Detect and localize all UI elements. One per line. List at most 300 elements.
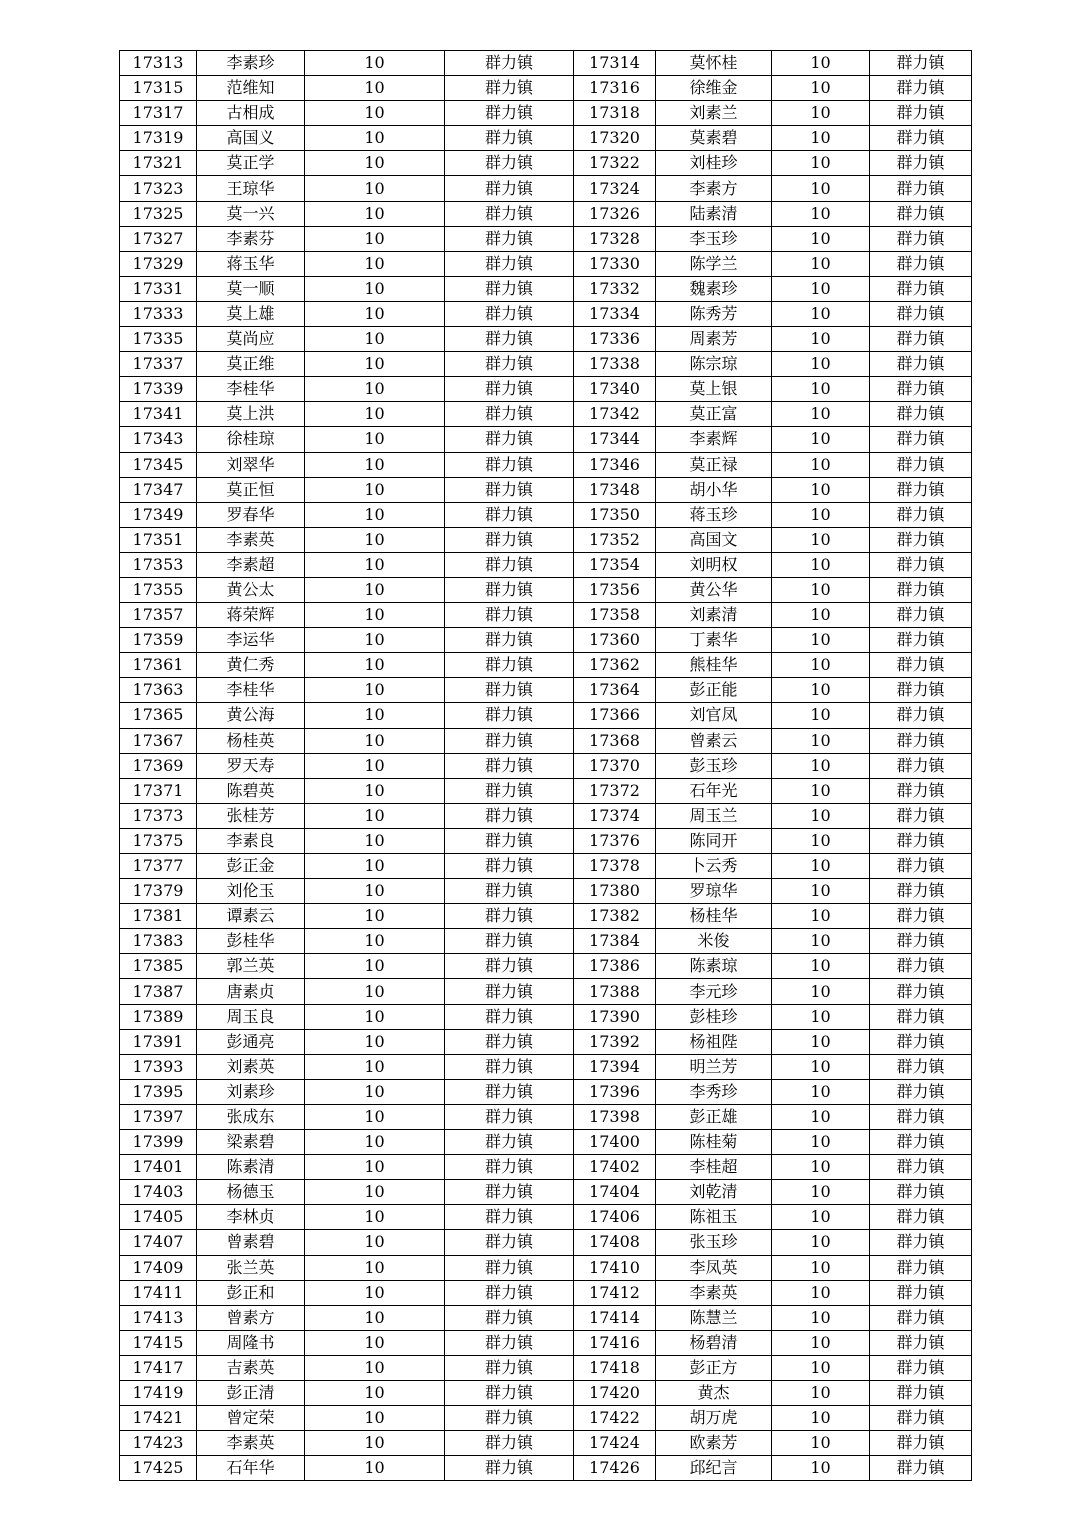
right-amount-cell: 10 — [772, 1431, 870, 1456]
right-amount-cell: 10 — [772, 1406, 870, 1431]
right-amount-cell: 10 — [772, 828, 870, 853]
right-town-cell: 群力镇 — [870, 101, 972, 126]
left-amount-cell: 10 — [305, 352, 445, 377]
left-town-cell: 群力镇 — [445, 1456, 574, 1481]
left-amount-cell: 10 — [305, 1406, 445, 1431]
left-record-id-cell: 17327 — [120, 226, 197, 251]
right-person-name-cell: 李元珍 — [656, 979, 772, 1004]
left-record-id-cell: 17347 — [120, 477, 197, 502]
left-person-name-cell: 唐素贞 — [197, 979, 305, 1004]
right-town-cell: 群力镇 — [870, 1406, 972, 1431]
left-town-cell: 群力镇 — [445, 552, 574, 577]
right-person-name-cell: 黄公华 — [656, 577, 772, 602]
left-person-name-cell: 彭桂华 — [197, 929, 305, 954]
right-town-cell: 群力镇 — [870, 1104, 972, 1129]
table-row — [120, 1155, 972, 1180]
left-record-id-cell: 17409 — [120, 1255, 197, 1280]
right-person-name-cell: 彭正雄 — [656, 1104, 772, 1129]
left-amount-cell: 10 — [305, 527, 445, 552]
left-town-cell: 群力镇 — [445, 327, 574, 352]
left-amount-cell: 10 — [305, 126, 445, 151]
table-row — [120, 377, 972, 402]
table-row — [120, 1456, 972, 1481]
table-row — [120, 151, 972, 176]
table-row — [120, 1230, 972, 1255]
left-person-name-cell: 曾素方 — [197, 1305, 305, 1330]
left-record-id-cell: 17361 — [120, 653, 197, 678]
left-person-name-cell: 张成东 — [197, 1104, 305, 1129]
left-record-id-cell: 17359 — [120, 628, 197, 653]
left-record-id-cell: 17313 — [120, 51, 197, 76]
left-person-name-cell: 莫正恒 — [197, 477, 305, 502]
left-amount-cell: 10 — [305, 402, 445, 427]
left-town-cell: 群力镇 — [445, 1280, 574, 1305]
left-town-cell: 群力镇 — [445, 803, 574, 828]
right-record-id-cell: 17422 — [574, 1406, 656, 1431]
left-record-id-cell: 17379 — [120, 879, 197, 904]
right-amount-cell: 10 — [772, 979, 870, 1004]
left-amount-cell: 10 — [305, 1380, 445, 1405]
table-row — [120, 778, 972, 803]
right-amount-cell: 10 — [772, 1355, 870, 1380]
right-person-name-cell: 陈学兰 — [656, 251, 772, 276]
left-record-id-cell: 17387 — [120, 979, 197, 1004]
left-amount-cell: 10 — [305, 904, 445, 929]
left-amount-cell: 10 — [305, 929, 445, 954]
right-town-cell: 群力镇 — [870, 803, 972, 828]
right-amount-cell: 10 — [772, 352, 870, 377]
left-town-cell: 群力镇 — [445, 176, 574, 201]
left-record-id-cell: 17377 — [120, 854, 197, 879]
right-amount-cell: 10 — [772, 301, 870, 326]
right-record-id-cell: 17352 — [574, 527, 656, 552]
right-amount-cell: 10 — [772, 879, 870, 904]
right-person-name-cell: 黄杰 — [656, 1380, 772, 1405]
right-town-cell: 群力镇 — [870, 1180, 972, 1205]
table-row — [120, 1305, 972, 1330]
right-town-cell: 群力镇 — [870, 327, 972, 352]
right-amount-cell: 10 — [772, 628, 870, 653]
right-record-id-cell: 17372 — [574, 778, 656, 803]
left-amount-cell: 10 — [305, 502, 445, 527]
table-row — [120, 929, 972, 954]
right-town-cell: 群力镇 — [870, 678, 972, 703]
right-amount-cell: 10 — [772, 1079, 870, 1104]
right-amount-cell: 10 — [772, 276, 870, 301]
right-record-id-cell: 17420 — [574, 1380, 656, 1405]
left-record-id-cell: 17363 — [120, 678, 197, 703]
left-amount-cell: 10 — [305, 1054, 445, 1079]
left-person-name-cell: 张兰英 — [197, 1255, 305, 1280]
right-person-name-cell: 刘明权 — [656, 552, 772, 577]
right-town-cell: 群力镇 — [870, 1431, 972, 1456]
right-record-id-cell: 17424 — [574, 1431, 656, 1456]
left-record-id-cell: 17399 — [120, 1130, 197, 1155]
left-amount-cell: 10 — [305, 1180, 445, 1205]
right-record-id-cell: 17410 — [574, 1255, 656, 1280]
table-row — [120, 1180, 972, 1205]
table-row — [120, 352, 972, 377]
right-person-name-cell: 高国文 — [656, 527, 772, 552]
left-person-name-cell: 李素良 — [197, 828, 305, 853]
right-person-name-cell: 刘素清 — [656, 603, 772, 628]
left-record-id-cell: 17351 — [120, 527, 197, 552]
left-town-cell: 群力镇 — [445, 301, 574, 326]
left-person-name-cell: 刘素英 — [197, 1054, 305, 1079]
left-person-name-cell: 周玉良 — [197, 1004, 305, 1029]
right-town-cell: 群力镇 — [870, 628, 972, 653]
left-record-id-cell: 17419 — [120, 1380, 197, 1405]
right-amount-cell: 10 — [772, 1029, 870, 1054]
right-person-name-cell: 蒋玉珍 — [656, 502, 772, 527]
left-town-cell: 群力镇 — [445, 753, 574, 778]
right-amount-cell: 10 — [772, 653, 870, 678]
right-town-cell: 群力镇 — [870, 352, 972, 377]
left-person-name-cell: 黄公太 — [197, 577, 305, 602]
roster-sheet — [119, 50, 971, 1481]
right-record-id-cell: 17364 — [574, 678, 656, 703]
right-person-name-cell: 米俊 — [656, 929, 772, 954]
left-town-cell: 群力镇 — [445, 1155, 574, 1180]
table-row — [120, 1004, 972, 1029]
right-record-id-cell: 17396 — [574, 1079, 656, 1104]
left-person-name-cell: 莫正维 — [197, 352, 305, 377]
right-record-id-cell: 17322 — [574, 151, 656, 176]
right-person-name-cell: 胡万虎 — [656, 1406, 772, 1431]
right-record-id-cell: 17332 — [574, 276, 656, 301]
table-row — [120, 628, 972, 653]
table-row — [120, 201, 972, 226]
right-record-id-cell: 17408 — [574, 1230, 656, 1255]
left-record-id-cell: 17411 — [120, 1280, 197, 1305]
right-person-name-cell: 李玉珍 — [656, 226, 772, 251]
right-person-name-cell: 卜云秀 — [656, 854, 772, 879]
right-record-id-cell: 17376 — [574, 828, 656, 853]
right-amount-cell: 10 — [772, 452, 870, 477]
left-town-cell: 群力镇 — [445, 477, 574, 502]
left-town-cell: 群力镇 — [445, 1380, 574, 1405]
right-person-name-cell: 明兰芳 — [656, 1054, 772, 1079]
right-amount-cell: 10 — [772, 753, 870, 778]
right-town-cell: 群力镇 — [870, 954, 972, 979]
table-row — [120, 301, 972, 326]
left-record-id-cell: 17405 — [120, 1205, 197, 1230]
left-person-name-cell: 谭素云 — [197, 904, 305, 929]
right-person-name-cell: 魏素珍 — [656, 276, 772, 301]
right-record-id-cell: 17398 — [574, 1104, 656, 1129]
left-person-name-cell: 蒋荣辉 — [197, 603, 305, 628]
left-person-name-cell: 莫上雄 — [197, 301, 305, 326]
left-town-cell: 群力镇 — [445, 1180, 574, 1205]
table-row — [120, 527, 972, 552]
left-person-name-cell: 陈碧英 — [197, 778, 305, 803]
left-record-id-cell: 17343 — [120, 427, 197, 452]
left-record-id-cell: 17345 — [120, 452, 197, 477]
left-person-name-cell: 莫正学 — [197, 151, 305, 176]
right-town-cell: 群力镇 — [870, 1205, 972, 1230]
right-amount-cell: 10 — [772, 1280, 870, 1305]
table-row — [120, 653, 972, 678]
left-amount-cell: 10 — [305, 828, 445, 853]
left-town-cell: 群力镇 — [445, 276, 574, 301]
left-record-id-cell: 17393 — [120, 1054, 197, 1079]
right-amount-cell: 10 — [772, 377, 870, 402]
left-town-cell: 群力镇 — [445, 502, 574, 527]
right-amount-cell: 10 — [772, 126, 870, 151]
left-person-name-cell: 周隆书 — [197, 1330, 305, 1355]
left-town-cell: 群力镇 — [445, 377, 574, 402]
right-town-cell: 群力镇 — [870, 929, 972, 954]
right-record-id-cell: 17358 — [574, 603, 656, 628]
table-row — [120, 1130, 972, 1155]
right-record-id-cell: 17350 — [574, 502, 656, 527]
left-amount-cell: 10 — [305, 452, 445, 477]
table-row — [120, 502, 972, 527]
table-row — [120, 427, 972, 452]
right-town-cell: 群力镇 — [870, 51, 972, 76]
right-town-cell: 群力镇 — [870, 176, 972, 201]
table-row — [120, 1280, 972, 1305]
left-amount-cell: 10 — [305, 1029, 445, 1054]
right-amount-cell: 10 — [772, 1130, 870, 1155]
right-person-name-cell: 刘素兰 — [656, 101, 772, 126]
right-person-name-cell: 陈素琼 — [656, 954, 772, 979]
right-person-name-cell: 陈祖玉 — [656, 1205, 772, 1230]
left-person-name-cell: 杨德玉 — [197, 1180, 305, 1205]
right-record-id-cell: 17406 — [574, 1205, 656, 1230]
right-record-id-cell: 17404 — [574, 1180, 656, 1205]
left-record-id-cell: 17367 — [120, 728, 197, 753]
left-person-name-cell: 陈素清 — [197, 1155, 305, 1180]
right-town-cell: 群力镇 — [870, 828, 972, 853]
left-record-id-cell: 17407 — [120, 1230, 197, 1255]
left-person-name-cell: 古相成 — [197, 101, 305, 126]
right-person-name-cell: 陈宗琼 — [656, 352, 772, 377]
left-record-id-cell: 17413 — [120, 1305, 197, 1330]
right-person-name-cell: 徐维金 — [656, 76, 772, 101]
right-person-name-cell: 曾素云 — [656, 728, 772, 753]
right-amount-cell: 10 — [772, 527, 870, 552]
left-amount-cell: 10 — [305, 778, 445, 803]
right-amount-cell: 10 — [772, 502, 870, 527]
right-record-id-cell: 17328 — [574, 226, 656, 251]
left-town-cell: 群力镇 — [445, 929, 574, 954]
right-town-cell: 群力镇 — [870, 1004, 972, 1029]
right-amount-cell: 10 — [772, 176, 870, 201]
right-record-id-cell: 17346 — [574, 452, 656, 477]
right-record-id-cell: 17388 — [574, 979, 656, 1004]
table-row — [120, 603, 972, 628]
right-person-name-cell: 陈秀芳 — [656, 301, 772, 326]
right-amount-cell: 10 — [772, 552, 870, 577]
right-record-id-cell: 17360 — [574, 628, 656, 653]
left-record-id-cell: 17375 — [120, 828, 197, 853]
left-town-cell: 群力镇 — [445, 1330, 574, 1355]
right-amount-cell: 10 — [772, 327, 870, 352]
left-record-id-cell: 17403 — [120, 1180, 197, 1205]
right-town-cell: 群力镇 — [870, 1456, 972, 1481]
left-record-id-cell: 17317 — [120, 101, 197, 126]
right-amount-cell: 10 — [772, 1205, 870, 1230]
table-row — [120, 402, 972, 427]
right-person-name-cell: 熊桂华 — [656, 653, 772, 678]
left-record-id-cell: 17417 — [120, 1355, 197, 1380]
left-person-name-cell: 李素芬 — [197, 226, 305, 251]
right-amount-cell: 10 — [772, 51, 870, 76]
right-person-name-cell: 彭正能 — [656, 678, 772, 703]
left-person-name-cell: 李运华 — [197, 628, 305, 653]
right-town-cell: 群力镇 — [870, 1079, 972, 1104]
left-town-cell: 群力镇 — [445, 728, 574, 753]
right-amount-cell: 10 — [772, 1155, 870, 1180]
table-row — [120, 854, 972, 879]
left-amount-cell: 10 — [305, 1004, 445, 1029]
left-record-id-cell: 17339 — [120, 377, 197, 402]
right-record-id-cell: 17380 — [574, 879, 656, 904]
right-record-id-cell: 17326 — [574, 201, 656, 226]
left-person-name-cell: 罗天寿 — [197, 753, 305, 778]
left-town-cell: 群力镇 — [445, 1104, 574, 1129]
left-amount-cell: 10 — [305, 1104, 445, 1129]
right-town-cell: 群力镇 — [870, 201, 972, 226]
left-amount-cell: 10 — [305, 879, 445, 904]
left-town-cell: 群力镇 — [445, 653, 574, 678]
right-person-name-cell: 莫怀桂 — [656, 51, 772, 76]
right-record-id-cell: 17382 — [574, 904, 656, 929]
left-record-id-cell: 17371 — [120, 778, 197, 803]
left-amount-cell: 10 — [305, 1305, 445, 1330]
right-record-id-cell: 17336 — [574, 327, 656, 352]
right-town-cell: 群力镇 — [870, 1355, 972, 1380]
left-town-cell: 群力镇 — [445, 352, 574, 377]
left-record-id-cell: 17349 — [120, 502, 197, 527]
right-record-id-cell: 17316 — [574, 76, 656, 101]
left-person-name-cell: 彭通亮 — [197, 1029, 305, 1054]
left-amount-cell: 10 — [305, 1079, 445, 1104]
right-person-name-cell: 胡小华 — [656, 477, 772, 502]
left-record-id-cell: 17341 — [120, 402, 197, 427]
right-person-name-cell: 彭正方 — [656, 1355, 772, 1380]
right-record-id-cell: 17412 — [574, 1280, 656, 1305]
table-row — [120, 1205, 972, 1230]
left-amount-cell: 10 — [305, 628, 445, 653]
left-amount-cell: 10 — [305, 1255, 445, 1280]
right-town-cell: 群力镇 — [870, 1029, 972, 1054]
table-row — [120, 1079, 972, 1104]
left-amount-cell: 10 — [305, 226, 445, 251]
table-row — [120, 577, 972, 602]
left-amount-cell: 10 — [305, 577, 445, 602]
right-person-name-cell: 丁素华 — [656, 628, 772, 653]
left-record-id-cell: 17383 — [120, 929, 197, 954]
right-record-id-cell: 17394 — [574, 1054, 656, 1079]
table-row — [120, 904, 972, 929]
right-amount-cell: 10 — [772, 703, 870, 728]
left-record-id-cell: 17401 — [120, 1155, 197, 1180]
table-row — [120, 879, 972, 904]
table-row — [120, 552, 972, 577]
left-amount-cell: 10 — [305, 201, 445, 226]
right-amount-cell: 10 — [772, 1330, 870, 1355]
table-row — [120, 1330, 972, 1355]
right-record-id-cell: 17370 — [574, 753, 656, 778]
table-row — [120, 753, 972, 778]
right-town-cell: 群力镇 — [870, 1280, 972, 1305]
left-amount-cell: 10 — [305, 251, 445, 276]
left-person-name-cell: 曾定荣 — [197, 1406, 305, 1431]
left-town-cell: 群力镇 — [445, 628, 574, 653]
left-record-id-cell: 17365 — [120, 703, 197, 728]
right-town-cell: 群力镇 — [870, 76, 972, 101]
right-amount-cell: 10 — [772, 577, 870, 602]
left-person-name-cell: 彭正和 — [197, 1280, 305, 1305]
right-amount-cell: 10 — [772, 477, 870, 502]
left-record-id-cell: 17395 — [120, 1079, 197, 1104]
right-amount-cell: 10 — [772, 728, 870, 753]
left-town-cell: 群力镇 — [445, 954, 574, 979]
left-record-id-cell: 17355 — [120, 577, 197, 602]
left-record-id-cell: 17421 — [120, 1406, 197, 1431]
right-amount-cell: 10 — [772, 854, 870, 879]
right-town-cell: 群力镇 — [870, 126, 972, 151]
right-town-cell: 群力镇 — [870, 552, 972, 577]
right-amount-cell: 10 — [772, 201, 870, 226]
left-record-id-cell: 17389 — [120, 1004, 197, 1029]
right-person-name-cell: 杨桂华 — [656, 904, 772, 929]
left-person-name-cell: 刘素珍 — [197, 1079, 305, 1104]
table-row — [120, 452, 972, 477]
table-row — [120, 1406, 972, 1431]
right-town-cell: 群力镇 — [870, 452, 972, 477]
right-record-id-cell: 17400 — [574, 1130, 656, 1155]
left-town-cell: 群力镇 — [445, 1205, 574, 1230]
right-person-name-cell: 彭玉珍 — [656, 753, 772, 778]
table-row — [120, 1104, 972, 1129]
left-person-name-cell: 李桂华 — [197, 678, 305, 703]
left-town-cell: 群力镇 — [445, 402, 574, 427]
left-amount-cell: 10 — [305, 1431, 445, 1456]
left-amount-cell: 10 — [305, 101, 445, 126]
right-person-name-cell: 李凤英 — [656, 1255, 772, 1280]
left-amount-cell: 10 — [305, 803, 445, 828]
right-person-name-cell: 罗琼华 — [656, 879, 772, 904]
right-amount-cell: 10 — [772, 151, 870, 176]
left-record-id-cell: 17397 — [120, 1104, 197, 1129]
left-person-name-cell: 徐桂琼 — [197, 427, 305, 452]
left-person-name-cell: 莫尚应 — [197, 327, 305, 352]
left-record-id-cell: 17353 — [120, 552, 197, 577]
right-amount-cell: 10 — [772, 678, 870, 703]
left-town-cell: 群力镇 — [445, 577, 574, 602]
left-person-name-cell: 曾素碧 — [197, 1230, 305, 1255]
table-row — [120, 678, 972, 703]
table-row — [120, 477, 972, 502]
left-town-cell: 群力镇 — [445, 703, 574, 728]
right-amount-cell: 10 — [772, 1230, 870, 1255]
right-record-id-cell: 17402 — [574, 1155, 656, 1180]
left-town-cell: 群力镇 — [445, 76, 574, 101]
left-town-cell: 群力镇 — [445, 879, 574, 904]
left-person-name-cell: 李素珍 — [197, 51, 305, 76]
right-amount-cell: 10 — [772, 427, 870, 452]
right-town-cell: 群力镇 — [870, 1305, 972, 1330]
right-town-cell: 群力镇 — [870, 402, 972, 427]
right-record-id-cell: 17330 — [574, 251, 656, 276]
left-person-name-cell: 刘伦玉 — [197, 879, 305, 904]
left-town-cell: 群力镇 — [445, 1431, 574, 1456]
left-amount-cell: 10 — [305, 703, 445, 728]
right-town-cell: 群力镇 — [870, 377, 972, 402]
